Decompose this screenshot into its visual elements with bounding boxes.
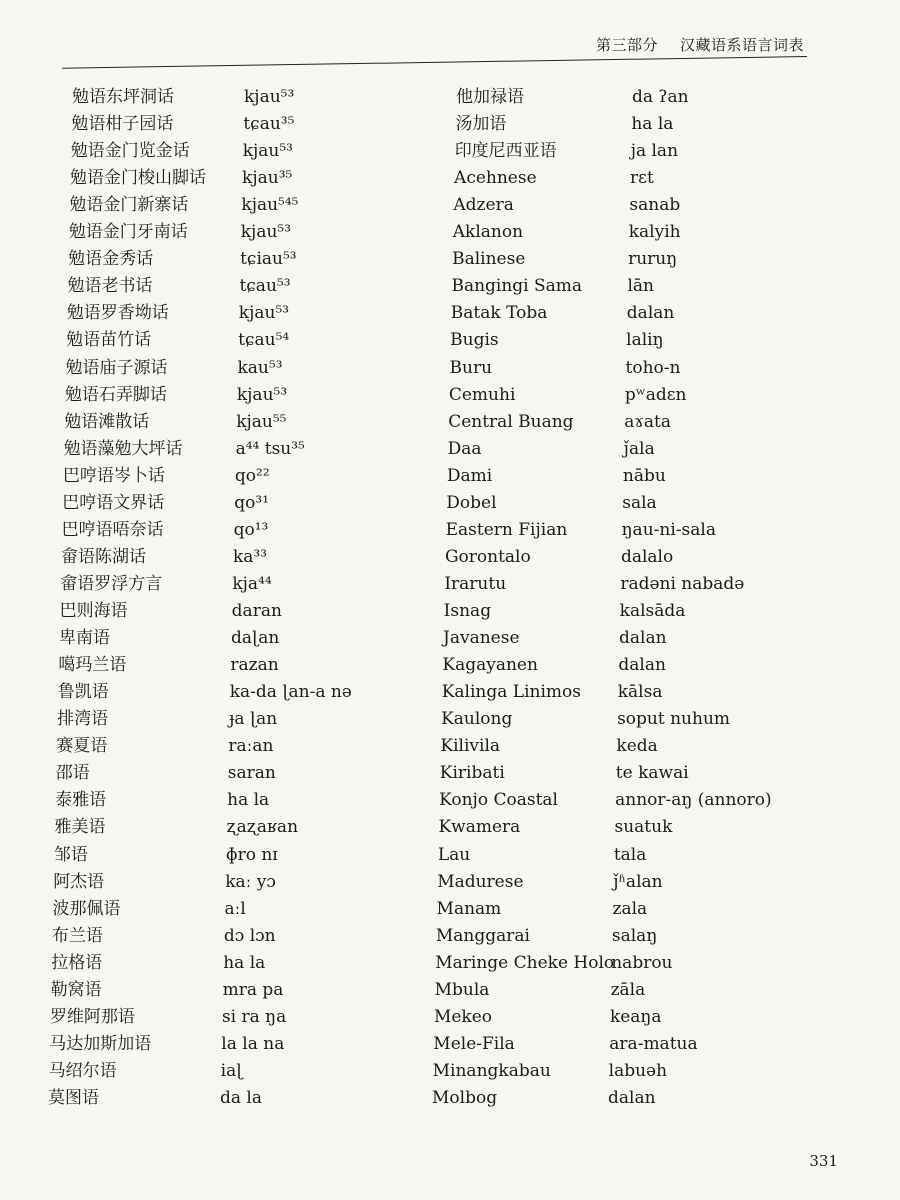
form-zh: kjau⁵⁵ — [236, 411, 287, 432]
language-other: Javanese — [443, 628, 520, 649]
language-zh: 拉格语 — [51, 952, 103, 973]
form-zh: kjau⁵³ — [244, 87, 295, 107]
language-zh: 波那佩语 — [52, 898, 121, 919]
form-other: dalan — [626, 303, 675, 324]
language-other: Mekeo — [433, 1006, 493, 1027]
form-zh: da la — [220, 1088, 262, 1108]
form-other: ŋau-ni-sala — [621, 519, 716, 540]
form-other: salaŋ — [611, 925, 658, 946]
form-other: pʷadɛn — [624, 384, 687, 405]
form-zh: qo¹³ — [233, 519, 269, 540]
language-other: 印度尼西亚语 — [454, 141, 557, 162]
language-other: Konjo Coastal — [439, 790, 558, 811]
language-zh: 噶玛兰语 — [58, 655, 127, 676]
language-other: Balinese — [452, 249, 526, 270]
form-zh: kjau³⁵ — [242, 168, 293, 189]
form-other: rɛt — [630, 168, 654, 189]
language-zh: 莫图语 — [48, 1088, 99, 1108]
language-zh: 勉语金门牙南话 — [68, 222, 188, 243]
form-other: lān — [627, 276, 654, 297]
form-zh: iaɭ — [220, 1060, 243, 1081]
language-zh: 雅美语 — [54, 817, 106, 838]
form-zh: saran — [227, 763, 276, 784]
form-other: dalalo — [620, 546, 674, 567]
form-other: labuəh — [608, 1060, 668, 1081]
page-number: 331 — [809, 1152, 838, 1170]
language-other: 他加禄语 — [456, 87, 524, 107]
language-other: Kagayanen — [442, 655, 538, 676]
form-zh: ɟa ɭan — [229, 709, 278, 730]
form-other: annor-aŋ (annoro) — [615, 790, 772, 811]
form-zh: mra pa — [222, 979, 284, 1000]
language-zh: 赛夏语 — [56, 736, 108, 757]
language-zh: 巴则海语 — [59, 601, 128, 622]
language-zh: 阿杰语 — [53, 871, 105, 892]
language-other: Gorontalo — [444, 546, 531, 567]
form-zh: la la na — [221, 1033, 285, 1054]
language-other: Acehnese — [454, 168, 537, 189]
form-zh: qo²² — [234, 465, 270, 486]
form-zh: tɕiau⁵³ — [240, 249, 297, 270]
language-other: Aklanon — [452, 222, 524, 243]
language-other: Isnag — [443, 601, 492, 622]
form-other: ǰala — [623, 438, 655, 459]
form-other: dalan — [618, 655, 666, 676]
language-zh: 畲语陈湖话 — [60, 546, 146, 567]
form-zh: a⁴⁴ tsu³⁵ — [235, 438, 305, 459]
form-zh: kja⁴⁴ — [232, 573, 272, 594]
form-other: soput nuhum — [617, 709, 731, 730]
language-other: Molbog — [432, 1088, 498, 1108]
language-other: Kiribati — [439, 763, 505, 784]
form-zh: qo³¹ — [234, 492, 270, 513]
form-other: zala — [612, 898, 648, 919]
form-zh: daran — [231, 601, 282, 622]
language-zh: 勉语金门新寨话 — [69, 195, 189, 216]
form-other: laliŋ — [626, 330, 664, 351]
form-zh: raːan — [228, 736, 274, 757]
language-other: Bugis — [450, 330, 499, 351]
language-zh: 畲语罗浮方言 — [60, 573, 163, 594]
form-zh: aːl — [224, 898, 246, 919]
form-zh: razan — [230, 655, 279, 676]
form-other: da ʔan — [632, 87, 689, 107]
language-zh: 排湾语 — [57, 709, 109, 730]
form-other: dalan — [619, 628, 667, 649]
form-zh: kjau⁵³ — [242, 141, 293, 162]
form-zh: si ra ŋa — [221, 1006, 287, 1027]
language-other: Mele-Fila — [433, 1033, 515, 1054]
language-other: Kwamera — [438, 817, 521, 838]
form-other: te kawai — [615, 763, 689, 784]
form-other: dalan — [608, 1088, 656, 1108]
form-other: sala — [622, 492, 657, 513]
form-zh: kjau⁵³ — [240, 222, 292, 243]
language-other: Kaulong — [441, 709, 513, 730]
form-zh: daɭan — [231, 628, 280, 649]
language-zh: 卑南语 — [59, 628, 111, 649]
form-other: ǰʱalan — [613, 871, 663, 892]
language-zh: 邵语 — [55, 763, 90, 784]
form-zh: kaː yɔ — [225, 871, 276, 892]
language-other: Manam — [436, 898, 502, 919]
language-other: Cemuhi — [448, 384, 516, 405]
form-other: nābu — [622, 465, 666, 486]
language-zh: 勉语金秀话 — [68, 249, 154, 270]
language-other: Maringe Cheke Holo — [435, 952, 615, 973]
language-other: Irarutu — [444, 573, 507, 594]
language-zh: 巴哼语文界话 — [62, 492, 165, 513]
language-other: Minangkabau — [432, 1060, 551, 1081]
language-other: Mbula — [434, 979, 490, 1000]
form-other: aɤata — [624, 411, 672, 432]
language-zh: 布兰语 — [51, 925, 103, 946]
language-zh: 邹语 — [53, 844, 88, 865]
language-zh: 勉语苗竹话 — [66, 330, 152, 351]
form-zh: ka³³ — [232, 546, 268, 567]
language-other: 汤加语 — [455, 114, 507, 135]
form-other: radəni nabadə — [620, 573, 745, 594]
form-other: ja lan — [630, 141, 679, 162]
language-other: Buru — [449, 357, 493, 378]
form-other: kalsāda — [619, 601, 686, 622]
language-other: Central Buang — [448, 411, 574, 432]
language-zh: 罗维阿那语 — [49, 1006, 135, 1027]
language-other: Kalinga Linimos — [441, 682, 581, 703]
language-zh: 巴哼语岑卜话 — [62, 465, 165, 486]
language-zh: 马达加斯加语 — [49, 1033, 152, 1054]
language-zh: 勉语老书话 — [67, 276, 153, 297]
language-other: Eastern Fijian — [445, 519, 568, 540]
form-other: keda — [616, 736, 658, 757]
language-other: Batak Toba — [450, 303, 548, 324]
form-other: tala — [613, 844, 647, 865]
form-zh: kjau⁵³ — [236, 384, 288, 405]
language-zh: 勉语金门梭山脚话 — [70, 168, 207, 189]
language-zh: 泰雅语 — [55, 790, 107, 811]
language-zh: 勉语罗香坳话 — [66, 303, 169, 324]
language-other: Kilivila — [440, 736, 501, 757]
running-head-part: 第三部分 — [595, 36, 658, 54]
form-zh: ka-da ɭan-a nə — [229, 682, 352, 703]
form-other: ha la — [631, 114, 674, 135]
language-zh: 鲁凯语 — [57, 682, 109, 703]
language-other: Daa — [447, 438, 482, 459]
form-other: suatuk — [614, 817, 673, 838]
form-zh: dɔ lɔn — [223, 925, 276, 946]
running-head-title: 汉藏语系语言词表 — [679, 36, 804, 54]
language-zh: 马绍尔语 — [48, 1060, 117, 1081]
language-other: Bangingi Sama — [451, 276, 583, 297]
language-zh: 勉语石弄脚话 — [64, 384, 167, 405]
form-other: ruruŋ — [628, 249, 678, 270]
language-other: Lau — [437, 844, 471, 865]
form-other: kalyih — [628, 222, 681, 243]
language-zh: 勉语滩散话 — [64, 411, 150, 432]
form-other: ara-matua — [609, 1033, 698, 1054]
form-zh: kjau⁵³ — [238, 303, 290, 324]
running-head — [596, 34, 804, 55]
form-zh: tɕau⁵³ — [239, 276, 291, 297]
language-other: Adzera — [453, 195, 514, 216]
language-zh: 勉语东坪洞话 — [72, 87, 174, 107]
form-other: keaŋa — [609, 1006, 662, 1027]
form-other: toho-n — [625, 357, 681, 378]
form-other: nabrou — [611, 952, 673, 973]
header-rule — [62, 56, 807, 69]
language-zh: 勒窝语 — [50, 979, 102, 1000]
form-zh: ha la — [227, 790, 270, 811]
form-zh: ɸro nɪ — [225, 844, 278, 865]
language-other: Manggarai — [435, 925, 530, 946]
form-zh: ʐaʐaʁan — [226, 817, 299, 838]
form-other: kālsa — [617, 682, 663, 703]
form-zh: kau⁵³ — [237, 357, 283, 378]
language-zh: 勉语藻勉大坪话 — [63, 438, 183, 459]
language-other: Dobel — [446, 492, 497, 513]
language-other: Dami — [446, 465, 493, 486]
language-other: Madurese — [437, 871, 524, 892]
form-other: sanab — [629, 195, 681, 216]
language-zh: 勉语金门览金话 — [70, 141, 190, 162]
form-zh: tɕau³⁵ — [243, 114, 295, 135]
form-zh: tɕau⁵⁴ — [238, 330, 290, 351]
form-zh: ha la — [223, 952, 266, 973]
language-zh: 勉语庙子源话 — [65, 357, 168, 378]
form-zh: kjau⁵⁴⁵ — [241, 195, 299, 216]
language-zh: 勉语柑子园话 — [71, 114, 174, 135]
form-other: zāla — [610, 979, 646, 1000]
language-zh: 巴哼语唔奈话 — [61, 519, 164, 540]
